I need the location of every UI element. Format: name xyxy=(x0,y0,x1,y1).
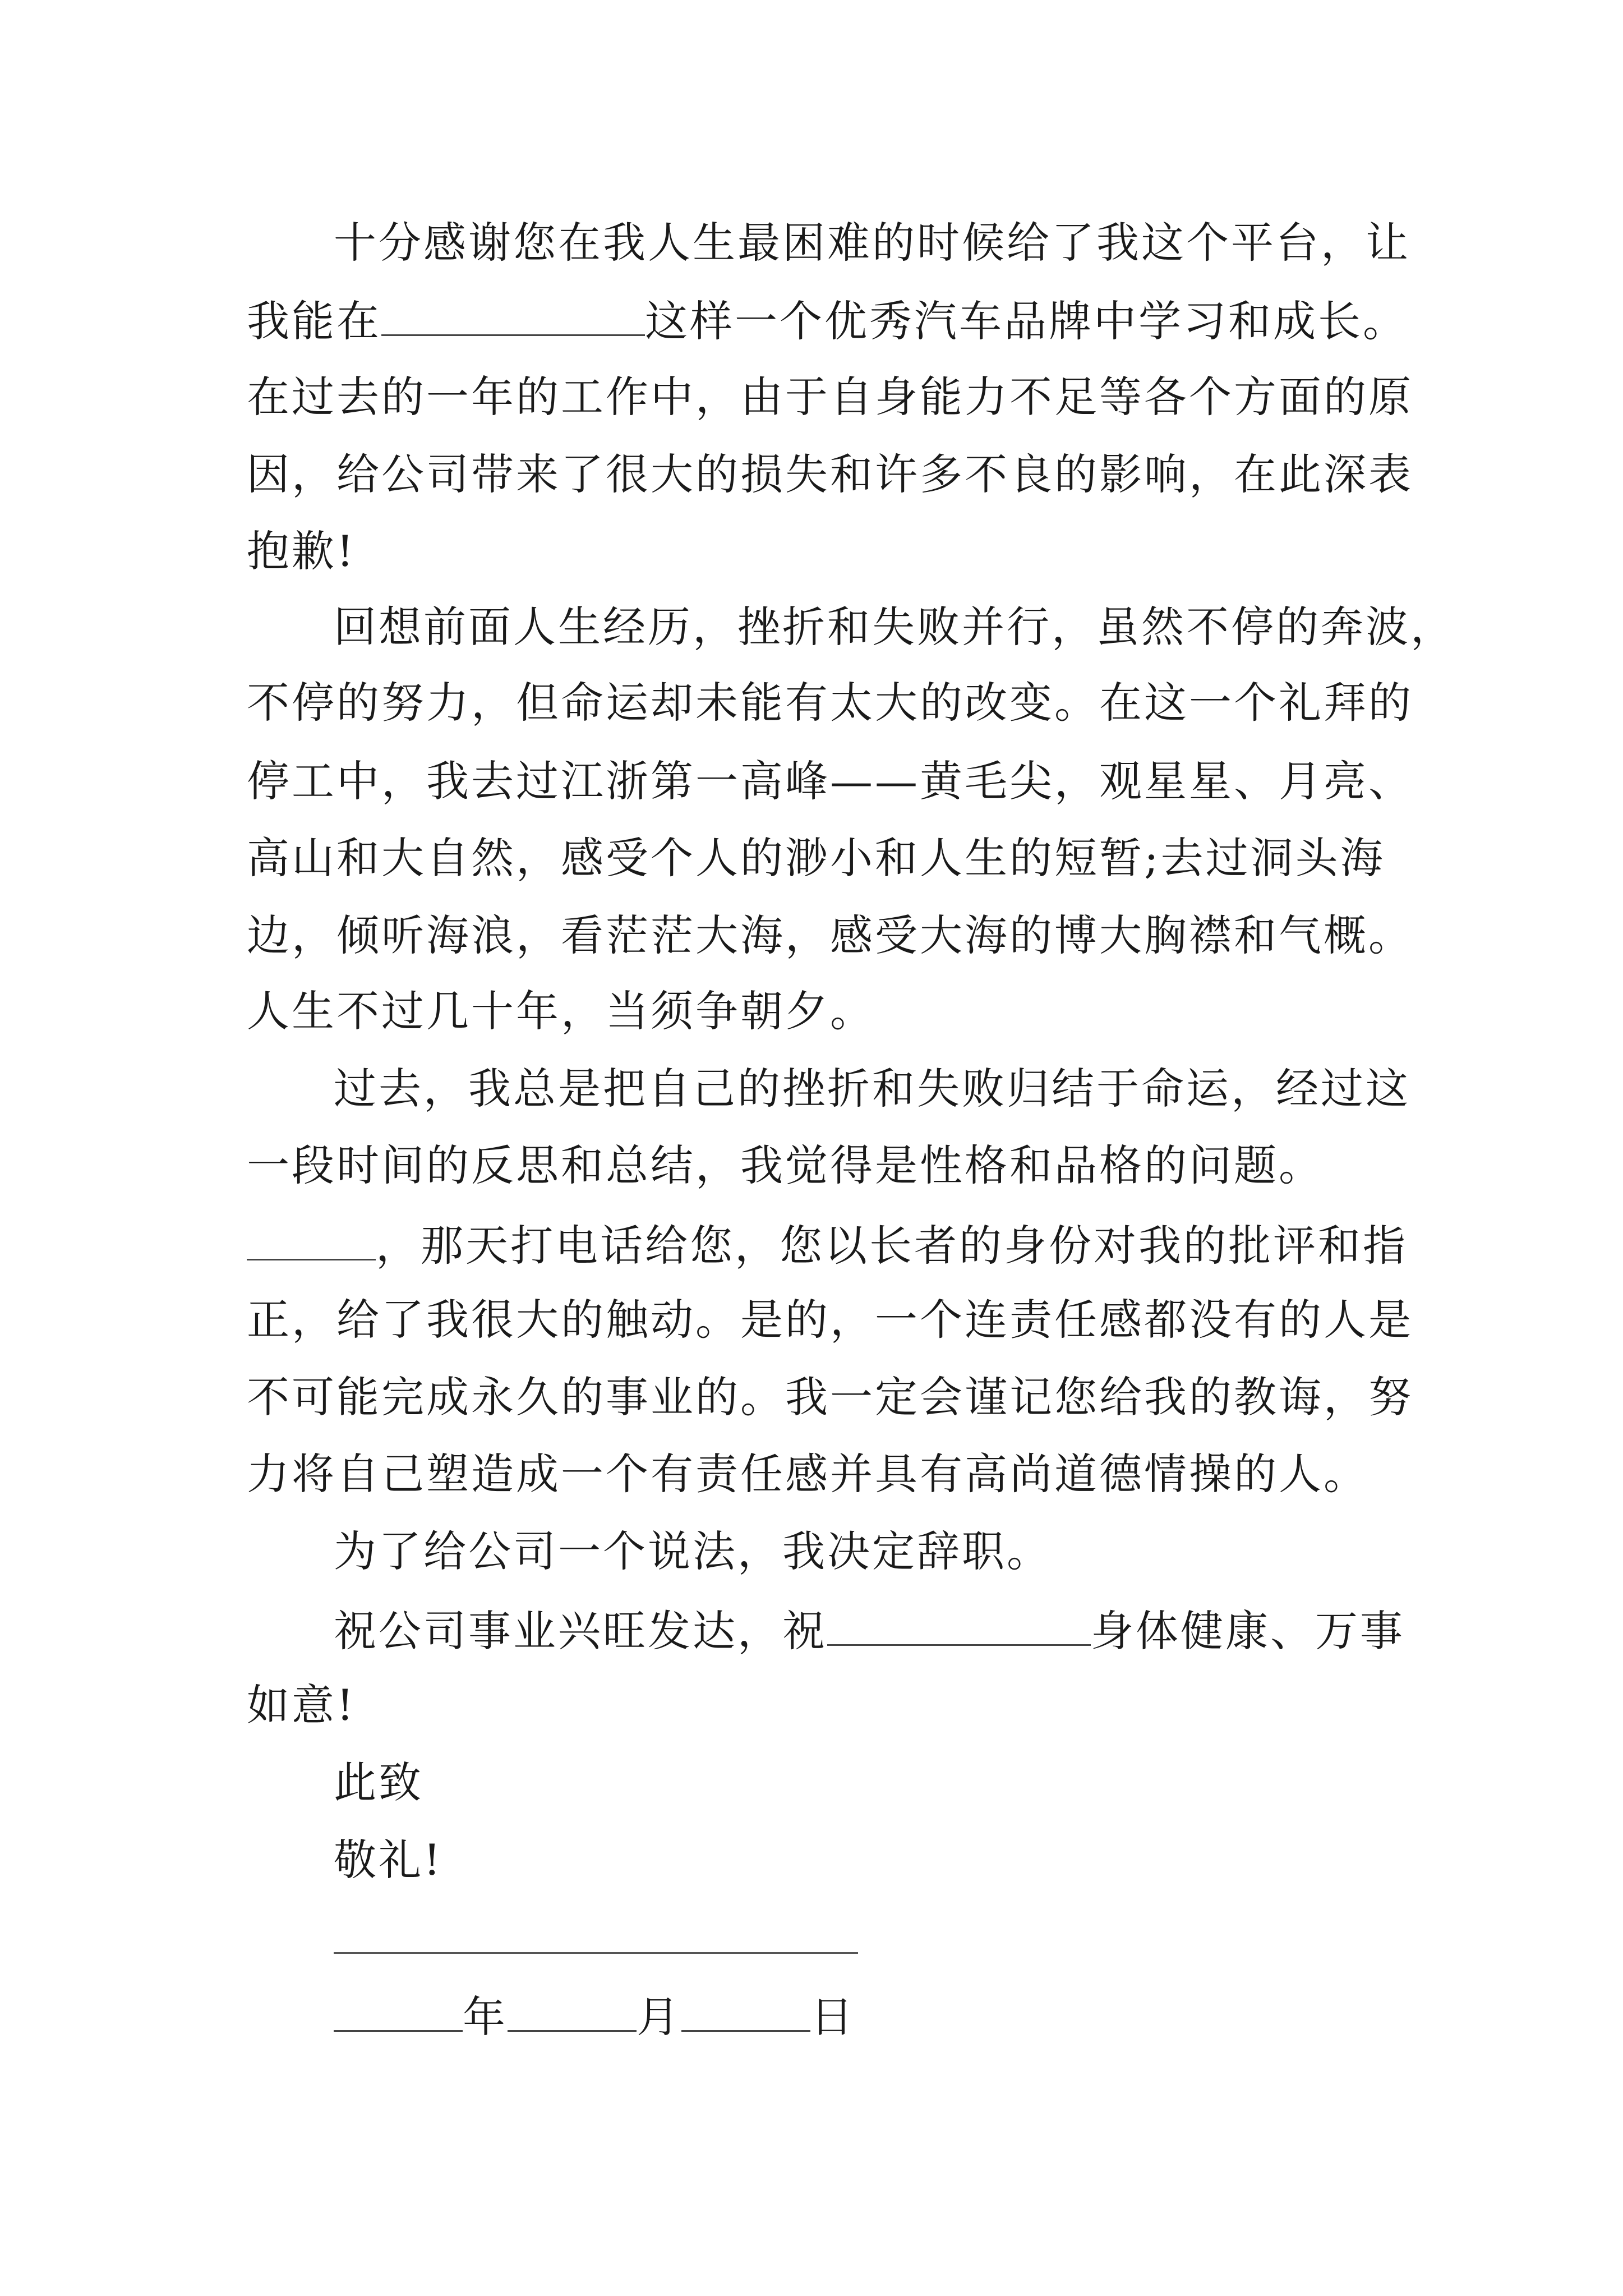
paragraph-5-line-1 xyxy=(334,1606,1405,1656)
month-blank xyxy=(508,1993,637,2032)
text-segment: ，那天打电话给您，您以长者的身份对我的批评和指 xyxy=(376,1221,1408,1271)
paragraph-3-line-1: 过去，我总是把自己的挫折和失败归结于命运，经过这 xyxy=(334,1064,1410,1114)
text-segment: 祝公司事业兴旺发达，祝 xyxy=(334,1606,827,1656)
paragraph-2-line-1: 回想前面人生经历，挫折和失败并行，虽然不停的奔波， xyxy=(334,602,1455,652)
paragraph-3-line-5: 不可能完成永久的事业的。我一定会谨记您给我的教诲，努 xyxy=(247,1372,1413,1422)
signature-line xyxy=(334,1952,858,1954)
paragraph-3-line-3 xyxy=(247,1221,1408,1271)
paragraph-1-line-5: 抱歉! xyxy=(247,526,356,576)
date-blank xyxy=(247,1222,376,1260)
paragraph-2-line-5: 边，倾听海浪，看茫茫大海，感受大海的博大胸襟和气概。 xyxy=(247,910,1413,960)
text-segment: 身体健康、万事 xyxy=(1091,1606,1405,1656)
paragraph-5-line-2: 如意! xyxy=(247,1680,356,1730)
paragraph-2-line-4: 高山和大自然，感受个人的渺小和人生的短暂;去过洞头海 xyxy=(247,833,1385,883)
year-blank xyxy=(334,1993,463,2032)
paragraph-1-line-2 xyxy=(247,296,1408,346)
month-label: 月 xyxy=(637,1992,681,2042)
text-segment: 我能在 xyxy=(247,296,381,346)
day-blank xyxy=(681,1993,810,2032)
paragraph-1-line-4: 因，给公司带来了很大的损失和许多不良的影响，在此深表 xyxy=(247,449,1413,499)
paragraph-3-line-2: 一段时间的反思和总结，我觉得是性格和品格的问题。 xyxy=(247,1140,1324,1190)
company-name-blank xyxy=(381,297,645,336)
recipient-name-blank xyxy=(827,1607,1091,1646)
closing-regards: 敬礼! xyxy=(334,1835,443,1885)
year-label: 年 xyxy=(463,1992,508,2042)
closing-salutation: 此致 xyxy=(334,1757,423,1807)
paragraph-2-line-2: 不停的努力，但命运却未能有太大的改变。在这一个礼拜的 xyxy=(247,678,1413,728)
day-label: 日 xyxy=(810,1992,855,2042)
paragraph-1-line-3: 在过去的一年的工作中，由于自身能力不足等各个方面的原 xyxy=(247,372,1413,422)
paragraph-4: 为了给公司一个说法，我决定辞职。 xyxy=(334,1526,1052,1576)
paragraph-3-line-4: 正，给了我很大的触动。是的，一个连责任感都没有的人是 xyxy=(247,1295,1413,1345)
date-line xyxy=(334,1992,855,2042)
paragraph-1-line-1: 十分感谢您在我人生最困难的时候给了我这个平台，让 xyxy=(334,218,1410,268)
paragraph-2-line-3: 停工中，我去过江浙第一高峰——黄毛尖，观星星、月亮、 xyxy=(247,756,1413,806)
text-segment: 这样一个优秀汽车品牌中学习和成长。 xyxy=(645,296,1408,346)
paragraph-2-line-6: 人生不过几十年，当须争朝夕。 xyxy=(247,986,875,1036)
paragraph-3-line-6: 力将自己塑造成一个有责任感并具有高尚道德情操的人。 xyxy=(247,1449,1368,1499)
